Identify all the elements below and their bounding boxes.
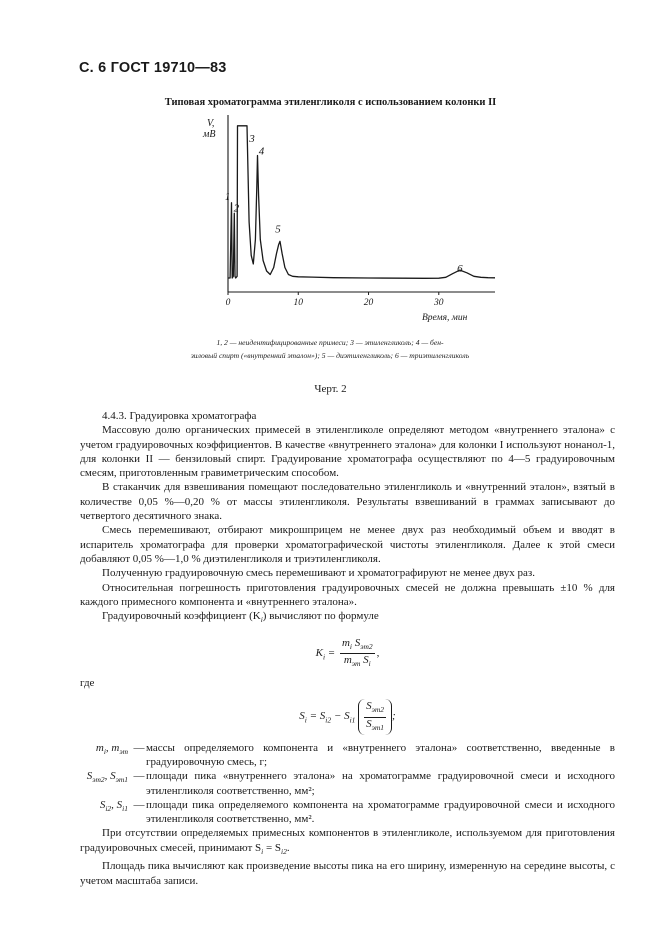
def-sym2: , S: [111, 798, 123, 811]
k-denominator: [340, 654, 375, 670]
page-header: С. 6 ГОСТ 19710—83: [79, 60, 227, 76]
paragraph-1: Массовую долю органических примесей в этиленгликоле определяют методом «внутреннего эталона» с учетом градуировочных коэффициентов. В качестве «внутреннего эталона» для колонки I используют нонанол-1, для колонки II — бензиловый спирт. Градуирование хроматографа осуществляют по 4—5 градуировочным смесям, приготовленным гравиметрическим способом.: [80, 424, 615, 480]
s-a-sub: i2: [325, 715, 332, 725]
figure-caption-line-2: зиловый спирт («внутренний эталон»); 5 — диэтиленгликоль; 6 — триэтиленгликоль: [190, 351, 470, 360]
paragraph-6-end: ) вычисляют по формуле: [262, 610, 379, 623]
k-num-s-sub: эт2: [360, 641, 373, 651]
def-sym-sub: эт2: [92, 775, 105, 785]
s-minus: − S: [331, 710, 350, 723]
p7-sub-a: i: [261, 846, 264, 856]
def-sym: m: [95, 741, 104, 754]
paragraph-8: Площадь пика вычисляют как произведение высоты пика на его ширину, измеренную на середине высоты, с учетом масштаба записи.: [80, 860, 615, 887]
def-sym-sub: i2: [105, 804, 112, 814]
s-frac-numerator: [364, 700, 386, 717]
definition-text: площади пика «внутреннего эталона» на хроматограмме градуировочной смеси и исходного этиленгликоля соответственно, мм²;: [146, 770, 615, 797]
s-frac-den-sub: эт1: [371, 722, 385, 732]
chart-title: Типовая хроматограмма этиленгликоля с использованием колонки II: [164, 97, 497, 108]
definition-symbol: [80, 769, 132, 787]
k-num-m-sub: i: [349, 641, 353, 651]
definition-text: площади пика определяемого компонента на хроматограмме градуировочной смеси и исходного этиленгликоля соответственно, мм².: [146, 798, 615, 826]
figure-label: Черт. 2: [314, 383, 347, 395]
def-sym2-sub: i1: [122, 804, 128, 814]
chromatogram-chart: [195, 112, 505, 322]
paragraph-5: Относительная погрешность приготовления градуировочных смесей не должна превышать ±10 % для каждого примесного компонента и «внутреннего эталона».: [80, 581, 615, 608]
def-sym: S: [86, 770, 93, 783]
definition-symbol: [80, 741, 132, 759]
paragraph-2: В стаканчик для взвешивания помещают последовательно этиленгликоль и «внутренний эталон», взятый в количестве 0,05 %—0,20 % от массы этиленгликоля. Результаты взвешиваний в граммах записывают до четвертого десятичного знака.: [80, 481, 615, 523]
peak-label-1: 1: [224, 190, 231, 203]
k-fraction: [340, 637, 375, 670]
x-tick-label: 0: [225, 298, 231, 308]
figure-caption-line-1: 1, 2 — неидентифицированные примеси; 3 — этиленгликоль; 4 — бен-: [216, 338, 444, 347]
k-den-s-sub: i: [368, 659, 371, 669]
definition-row: [80, 741, 615, 770]
formula-s: [80, 699, 615, 734]
section-body: [80, 409, 615, 888]
s-fraction: [364, 700, 386, 733]
s-b-sub: i1: [349, 715, 356, 725]
k-num-m: m: [341, 636, 350, 649]
s-frac-num: S: [366, 700, 372, 713]
s-eq: = S: [306, 710, 326, 723]
y-axis-unit: мВ: [203, 129, 216, 140]
definition-dash: —: [133, 741, 145, 754]
s-tail: ;: [392, 710, 396, 723]
formula-k: [80, 637, 615, 670]
paragraph-6-text: Градуировочный коэффициент (K: [102, 610, 261, 623]
k-tail: ,: [376, 646, 380, 659]
p7-a: При отсутствии определяемых примесных компонентов в этиленгликоле, используемом для приготовления градуировочных смесей, принимают S: [80, 827, 615, 854]
y-axis-label: V,: [207, 118, 215, 129]
def-sym: S: [99, 798, 106, 811]
definition-row: [80, 798, 615, 827]
k-num-s: S: [352, 636, 361, 649]
definition-dash: —: [133, 770, 145, 783]
section-heading: 4.4.3. Градуировка хроматографа: [102, 410, 257, 422]
peak-label-3: 3: [249, 132, 255, 145]
definition-symbol: [80, 798, 132, 816]
p7-b: = S: [263, 841, 282, 854]
definition-row: [80, 769, 615, 798]
x-axis-label: Время, мин: [422, 313, 468, 323]
s-frac-den: S: [366, 717, 372, 730]
k-lhs: K: [315, 646, 323, 659]
def-sym2: , m: [105, 741, 120, 754]
s-lhs-sub: i: [304, 715, 307, 725]
def-sym2-sub: эт1: [115, 775, 128, 785]
peak-label-2: 2: [233, 202, 240, 215]
peak-label-6: 6: [457, 262, 463, 275]
paragraph-3: Смесь перемешивают, отбирают микрошприцем не менее двух раз необходимый объем и вводят в испаритель хроматографа для проверки хроматографической чистоты этиленгликоля. Далее к этой смеси добавляют 0,05 %—1,0 % диэтиленгликоля и триэтиленгликоля.: [80, 524, 615, 565]
k-eq: =: [325, 646, 338, 659]
x-tick-label: 30: [434, 298, 444, 308]
paragraph-6: [80, 609, 615, 627]
s-frac-num-sub: эт2: [371, 705, 385, 715]
def-sym-sub: i: [103, 746, 106, 756]
def-sym2-sub: эт: [119, 746, 128, 756]
where-label: где: [80, 677, 95, 690]
p7-c: .: [286, 841, 290, 854]
k-den-m-sub: эт: [351, 659, 361, 669]
definitions-list: [80, 741, 615, 827]
k-den-m: m: [343, 653, 352, 666]
x-tick-label: 20: [363, 298, 374, 308]
s-frac-denominator: [364, 718, 386, 734]
peak-label-4: 4: [258, 145, 265, 158]
k-lhs-sub: i: [322, 652, 326, 662]
def-sym2: , S: [104, 770, 116, 783]
k-den-s: S: [360, 653, 369, 666]
paragraph-4: Полученную градуировочную смесь перемешивают и хроматографируют не менее двух раз.: [102, 567, 535, 580]
k-numerator: [340, 637, 375, 654]
s-lhs: S: [299, 710, 305, 723]
peak-labels: [225, 133, 463, 275]
definition-text: массы определяемого компонента и «внутреннего эталона» соответственно, введенные в градуировочную смесь, г;: [146, 741, 615, 768]
paragraph-7: [80, 826, 615, 859]
definition-dash: —: [133, 798, 145, 811]
paragraph-6-sub: i: [260, 615, 263, 625]
chart-ticks: [226, 292, 444, 308]
peak-label-5: 5: [275, 223, 281, 236]
chart-axes: [228, 115, 495, 292]
s-parenthesis: [358, 699, 392, 734]
x-tick-label: 10: [293, 298, 304, 308]
chromatogram-trace: [228, 126, 495, 278]
p7-sub-b: i2: [281, 846, 287, 856]
